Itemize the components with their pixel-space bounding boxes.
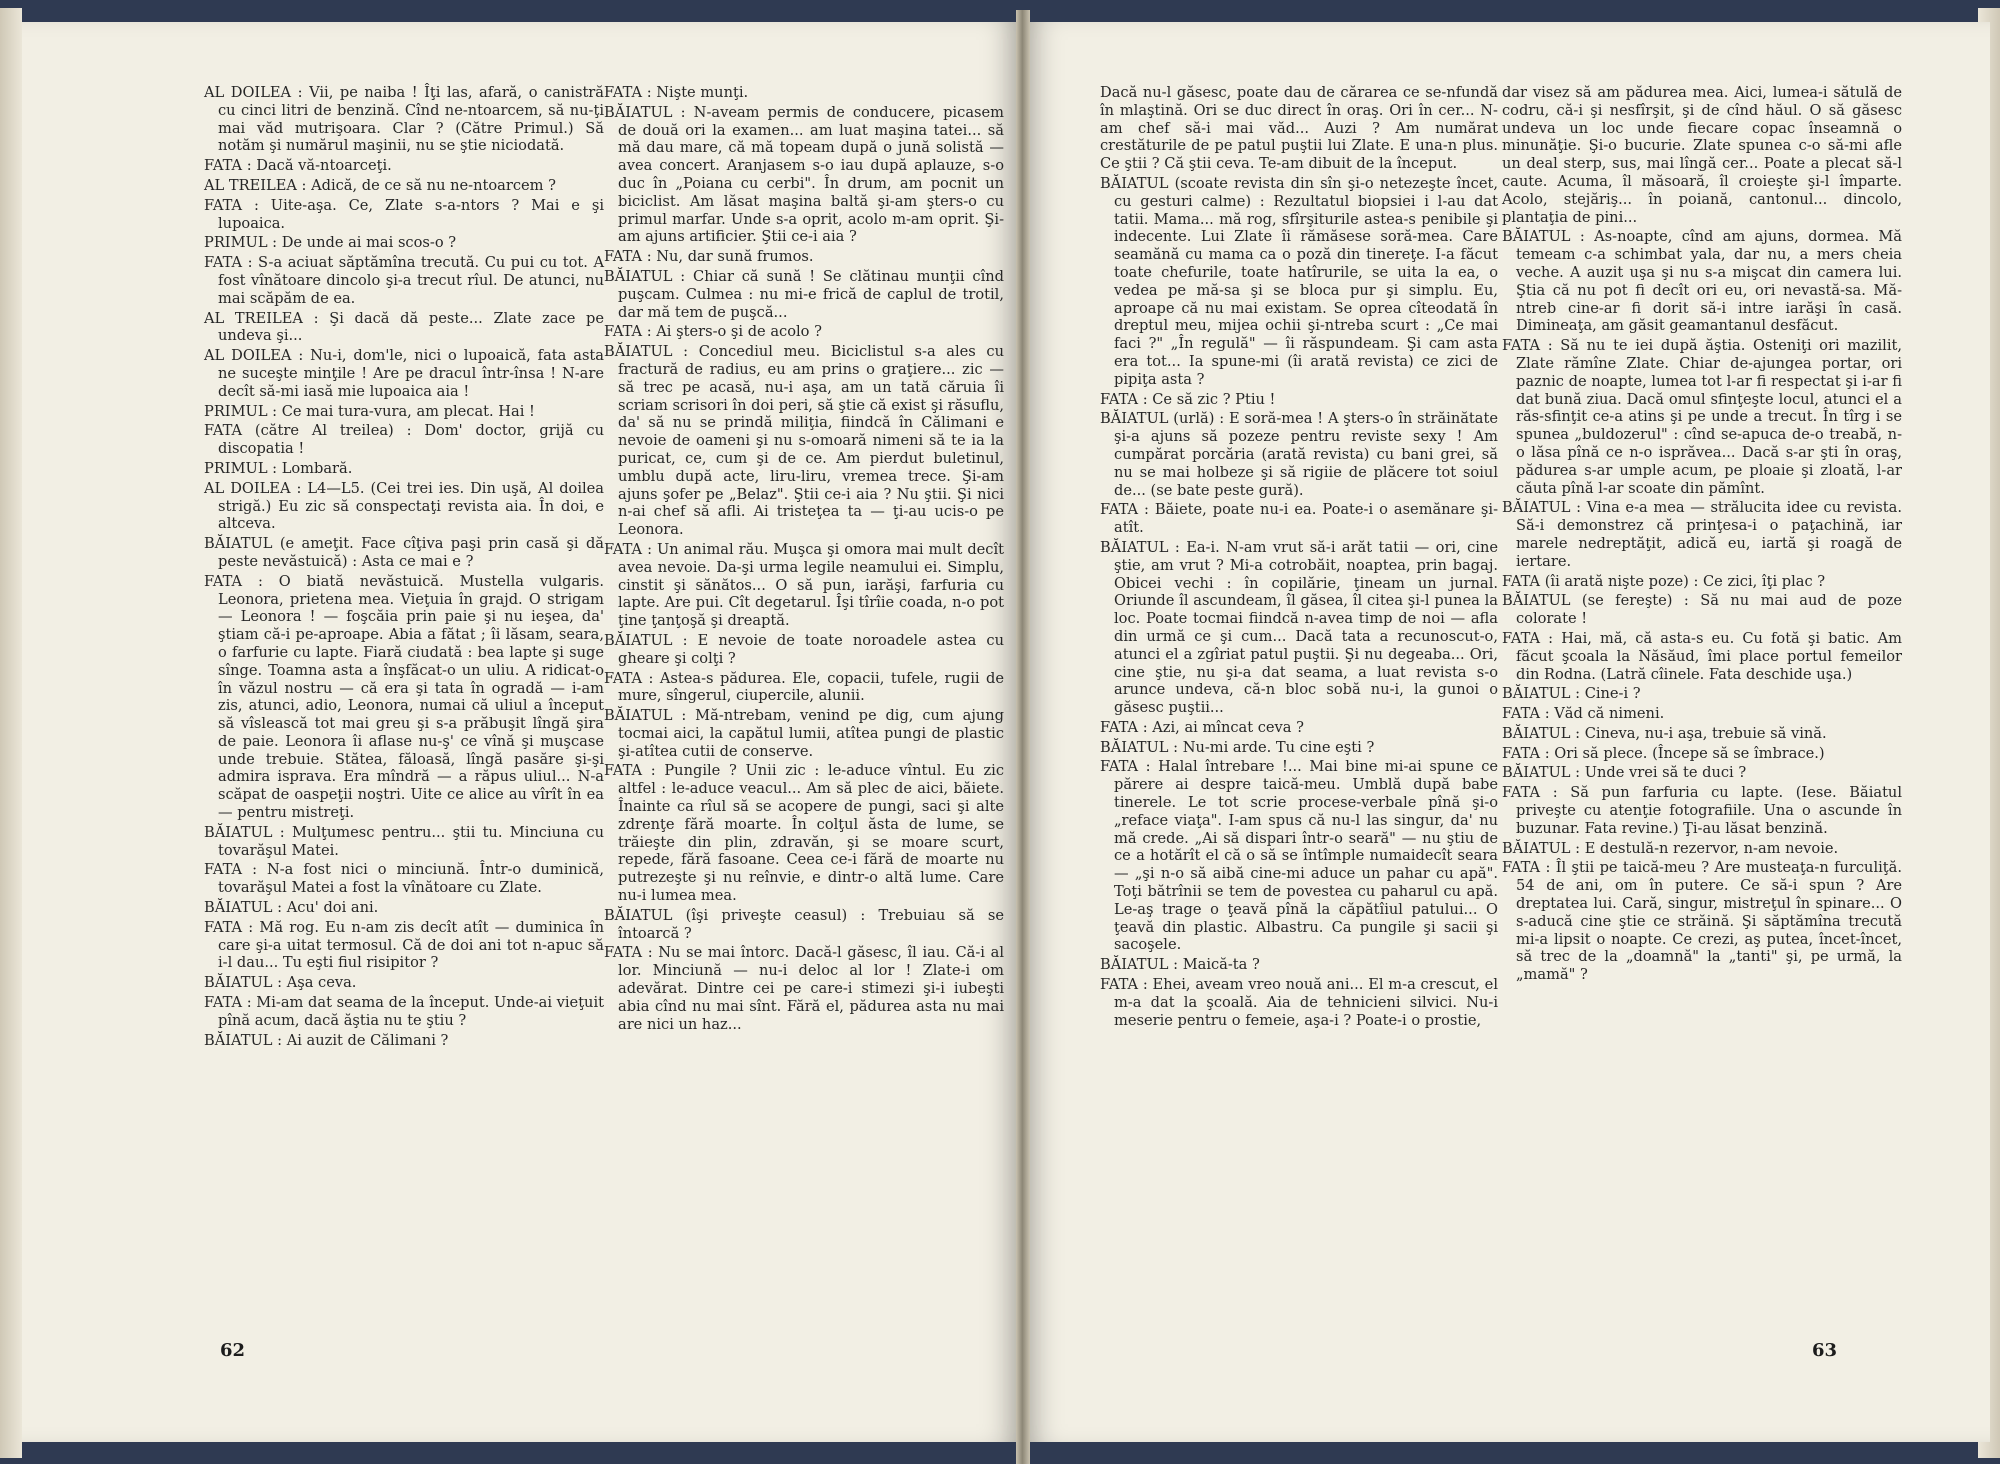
paragraph: BĂIATUL : Nu-mi arde. Tu cine eşti ?	[1100, 738, 1375, 756]
paragraph: FATA : Să pun farfuria cu lapte. (Iese. Băiatul priveşte cu atenţie fotografiile. Una o ascunde în buzunar. Fata revine.) Ţi-au lăsat benzină.	[1502, 784, 1902, 837]
paragraph: BĂIATUL : Aşa ceva.	[204, 974, 357, 992]
paragraph: AL DOILEA : Nu-i, dom'le, nici o lupoaică, fata asta ne suceşte minţile ! Are pe dracul într-însa ! N-are decît să-mi iasă mie lupoaica aia !	[204, 347, 604, 400]
paragraph: FATA : Îl ştii pe taică-meu ? Are musteaţa-n furculiţă. 54 de ani, om în putere. Ce să-i spun ? Are dreptatea lui. Cară, singur, mistreţul în spinare... O s-aducă cine ştie ce străină. Şi săptămîna trecută mi-a lipsit o noapte. Ce crezi, aş putea, încet-încet, să trec de la „doamnă" la „tanti" şi, pe urmă, la „mamă" ?	[1502, 859, 1902, 984]
paragraph: FATA : Dacă vă-ntoarceţi.	[204, 157, 392, 175]
paragraph: Dacă nu-l găsesc, poate dau de cărarea ce se-nfundă în mlaştină. Ori se duc direct în oraş. Ori în cer... N-am chef să-i mai văd... Auzi ? Am numărat crestăturile de pe patul puştii lui Zlate. E una-n plus. Ce ştii ? Că ştii ceva. Te-am dibuit de la început.	[1100, 84, 1498, 173]
paragraph: FATA : Băiete, poate nu-i ea. Poate-i o asemănare şi-atît.	[1100, 501, 1498, 537]
paragraph: FATA : O biată nevăstuică. Mustella vulgaris. Leonora, prietena mea. Vieţuia în grajd. O strigam — Leonora ! — foşcăia prin paie şi nu ieşea, da' ştiam că-i pe-aproape. Abia a fătat ; îi lăsam, seara, o farfurie cu lapte. Fiară ciudată : bea lapte şi suge sînge. Toamna asta a înşfăcat-o un uliu. A ridicat-o în văzul nostru — că era şi tata în ogradă — i-am zis, atunci, adio, Leonora, numai că uliul a început să vîslească tot mai greu şi s-a prăbuşit lîngă şira de paie. Leonora îi aflase nu-ş' ce vînă şi muşcase unde trebuie. Stătea, făloasă, lîngă pasăre şi-şi admira isprava. Era mîndră — a răpus uliul... N-a scăpat de oaspeţii noştri. Uite ce alice au vîrît în ea — pentru mistreţi.	[204, 572, 604, 822]
paragraph: BĂIATUL (urlă) : E soră-mea ! A şters-o în străinătate şi-a ajuns să pozeze pentru reviste sexy ! Am cumpărat porcăria (arată revista) cu bani grei, să nu se mai holbeze şi să rigiie de plăcere tot soiul de... (se bate peste gură).	[1100, 410, 1498, 499]
paragraph: BĂIATUL : Chiar că sună ! Se clătinau munţii cînd puşcam. Culmea : nu mi-e frică de caplul de trotil, dar mă tem de puşcă...	[604, 267, 1004, 321]
right-page-column-2	[1502, 84, 1902, 986]
paragraph: BĂIATUL : Unde vrei să te duci ?	[1502, 764, 1747, 782]
paragraph: FATA : S-a aciuat săptămîna trecută. Cu pui cu tot. A fost vînătoare dincolo şi-a trecut rîul. De atunci, nu mai scăpăm de ea.	[204, 254, 604, 307]
paragraph: AL DOILEA : Vii, pe naiba ! Îţi las, afară, o canistră cu cinci litri de benzină. Cînd ne-ntoarcem, să nu-ţi mai văd mutrişoara. Clar ? (Către Primul.) Să notăm şi numărul maşinii, nu se ştie niciodată.	[204, 84, 604, 155]
paragraph: FATA : Hai, mă, că asta-s eu. Cu fotă şi batic. Am făcut şcoala la Năsăud, îmi place portul femeilor din Rodna. (Latră cîinele. Fata deschide uşa.)	[1502, 629, 1902, 683]
paragraph: BĂIATUL : Mulţumesc pentru... ştii tu. Minciuna cu tovarăşul Matei.	[204, 823, 604, 859]
paragraph: PRIMUL : Ce mai tura-vura, am plecat. Hai !	[204, 402, 535, 420]
paragraph: BĂIATUL : E nevoie de toate noroadele astea cu gheare şi colţi ?	[604, 631, 1004, 667]
paragraph: BĂIATUL : Acu' doi ani.	[204, 899, 379, 917]
paragraph: BĂIATUL : Cine-i ?	[1502, 685, 1641, 703]
paragraph: BĂIATUL : Ai auzit de Călimani ?	[204, 1031, 449, 1049]
paragraph: AL TREILEA : Şi dacă dă peste... Zlate zace pe undeva şi...	[204, 309, 604, 345]
paragraph: BĂIATUL : As-noapte, cînd am ajuns, dormea. Mă temeam c-a schimbat yala, dar nu, a mers cheia veche. A auzit uşa şi nu s-a mişcat din camera lui. Ştia că nu pot fi decît ori eu, ori nevastă-sa. Mă-ntreb cine-ar fi dorit să-i intre iarăşi în casă. Dimineaţa, am găsit geamantanul desfăcut.	[1502, 228, 1902, 335]
paragraph: BĂIATUL (îşi priveşte ceasul) : Trebuiau să se întoarcă ?	[604, 906, 1004, 942]
paragraph: BĂIATUL (e ameţit. Face cîţiva paşi prin casă şi dă peste nevăstuică) : Asta ce mai e ?	[204, 535, 604, 570]
left-page	[22, 22, 1022, 1442]
paragraph: BĂIATUL (se fereşte) : Să nu mai aud de poze colorate !	[1502, 592, 1902, 628]
paragraph: FATA : Halal întrebare !... Mai bine mi-ai spune ce părere ai despre taică-meu. Umblă după babe tinerele. Le tot scrie procese-verbale pînă şi-o „reface viaţa". I-am spus că nu-l las singur, da' nu mă crede. „Ai să dispari într-o seară" — nu ştiu de ce a hotărît el că o să se întîmple numaidecît seara — „şi n-o să aibă cine-mi aduce un pahar cu apă". Toţi bătrînii se tem de povestea cu paharul cu apă. Le-aş trage o ţeavă pînă la căpătîiul patului... O ţeavă din plastic. Albastru. Ca pungile şi sacii şi sacoşele.	[1100, 758, 1498, 954]
paragraph: FATA : Pungile ? Unii zic : le-aduce vîntul. Eu zic altfel : le-aduce veacul... Am să plec de aici, băiete. Înainte ca rîul să se acopere de pungi, saci şi alte zdrenţe fără moarte. În colţul ăsta de lume, se trăieşte din plin, zdravăn, şi se moare scurt, repede, fără fasoane. Ceea ce-i fără de moarte nu putrezeşte şi nu reînvie, e dintr-o altă lume. Care nu-i lumea mea.	[604, 762, 1004, 905]
left-page-column-2	[604, 84, 1004, 1035]
paragraph: BĂIATUL : Cineva, nu-i aşa, trebuie să vină.	[1502, 724, 1827, 742]
paragraph: BĂIATUL : N-aveam permis de conducere, picasem de două ori la examen... am luat maşina tatei... să mă dau mare, că mă topeam după o jună solistă — avea concert. Aranjasem s-o iau după aplauze, s-o duc în „Poiana cu cerbi". În drum, am pocnit un biciclist. Am lăsat maşina baltă şi-am şters-o cu primul marfar. Unde s-a oprit, acolo m-am oprit. Şi-am ajuns artificier. Ştii ce-i aia ?	[604, 103, 1004, 246]
paragraph: FATA : Azi, ai mîncat ceva ?	[1100, 718, 1304, 736]
paragraph: dar visez să am pădurea mea. Aici, lumea-i sătulă de codru, că-i şi nesfîrşit, şi de cînd hăul. O să găsesc undeva un loc unde fiecare copac înseamnă o minunăţie. Şi-o bucurie. Zlate spunea c-o să-mi afle un deal sterp, sus, mai lîngă cer... Poate a plecat să-l caute. Acuma, îl măsoară, îl croieşte şi-l împarte. Acolo, stejăriş... în poiană, cantonul... dincolo, plantaţia de pini...	[1502, 84, 1902, 226]
paragraph: BĂIATUL : Ea-i. N-am vrut să-i arăt tatii — ori, cine ştie, am vrut ? Mi-a cotrobăit, noaptea, prin bagaj. Obicei vechi : în copilărie, ţineam un jurnal. Oriunde îl ascundeam, îl găsea, îl citea şi-l punea la loc. Poate tocmai fiindcă n-avea timp de noi — afla din urmă ce şi cum... Dacă tata a recunoscut-o, atunci el a zgîriat patul puştii. Şi nu degeaba... Ori, cine ştie, nu şi-a dat seama, a luat revista s-o arunce undeva, că-n bloc sobă nu-i, la gunoi o găsesc puştii...	[1100, 538, 1498, 717]
paragraph: FATA : Mă rog. Eu n-am zis decît atît — duminica în care şi-a uitat termosul. Că de doi ani tot n-apuc să i-l dau... Tu eşti fiul risipitor ?	[204, 918, 604, 972]
paragraph: FATA : Mi-am dat seama de la început. Unde-ai vieţuit pînă acum, dacă ăştia nu te ştiu ?	[204, 994, 604, 1029]
paragraph: FATA : Văd că nimeni.	[1502, 705, 1665, 723]
paragraph: BĂIATUL (scoate revista din sîn şi-o netezeşte încet, cu gesturi calme) : Rezultatul biopsiei i l-au dat tatii. Mama... mă rog, sfîrşiturile astea-s penibile şi indecente. Lui Zlate îi rămăsese soră-mea. Care seamănă cu mama ca o poză din tinereţe. I-a făcut toate chefurile, toate hatîrurile, se uita la ea, o vedea pe mă-sa şi se bloca pur şi simplu. Eu, aproape că nu mai existam. Se oprea cîteodată în dreptul meu, mijea ochii şi-ntreba scurt : „Ce mai faci ?" „În regulă" — îi răspundeam. Şi cam asta era tot... Ia spune-mi (îi arată revista) ce zici de pipiţa asta ?	[1100, 174, 1498, 388]
left-page-edges	[0, 8, 22, 1458]
paragraph: AL DOILEA : L4—L5. (Cei trei ies. Din uşă, Al doilea strigă.) Eu zic să conspectaţi revista aia. În doi, e altceva.	[204, 479, 604, 533]
paragraph: FATA : Uite-aşa. Ce, Zlate s-a-ntors ? Mai e şi lupoaica.	[204, 196, 604, 232]
paragraph: BĂIATUL : Concediul meu. Biciclistul s-a ales cu fractură de radius, eu am prins o graţiere... zic — să trec pe acasă, nu-i aşa, am un tată căruia îi scriam scrisori în doi peri, să ştie că exist şi răsuflu, da' să nu se prindă miliţia, fiindcă în Călimani e nevoie de oameni şi nu s-omoară nimeni să te ia la puricat, ce, cum şi de ce. Am pierdut buletinul, umblu după acte, liru-liru, vremea trece. Şi-am ajuns şofer pe „Belaz". Ştii ce-i aia ? Nu ştii. Şi nici n-ai chef să afli. Ai tristeţea ta — ţi-au ucis-o pe Leonora.	[604, 343, 1004, 539]
page-number: 62	[220, 1340, 246, 1361]
paragraph: BĂIATUL : Vina e-a mea — strălucita idee cu revista. Să-i demonstrez că prinţesa-i o paţachină, iar marele nedreptăţit, adică eu, iartă şi roagă de iertare.	[1502, 499, 1902, 570]
paragraph: FATA : Să nu te iei după ăştia. Osteniţi ori mazilit, Zlate rămîne Zlate. Chiar de-ajungea portar, ori paznic de noapte, lumea tot l-ar fi respectat şi i-ar fi dat bună ziua. Dacă omul sfinţeşte locul, atunci el a răs-sfinţit ce-a atins şi pe unde a trecut. În tîrg i se spunea „buldozerul" : cînd se-apuca de-o treabă, n-o lăsa pînă ce n-o isprăvea... Dacă s-ar şti în oraş, pădurea s-ar umple acum, pe ploaie şi zloată, l-ar căuta pînă l-ar scoate din pămînt.	[1502, 337, 1902, 497]
paragraph: FATA : Nişte munţi.	[604, 84, 749, 101]
paragraph: FATA : Un animal rău. Muşca şi omora mai mult decît avea nevoie. Da-şi urma legile neamului ei. Simplu, cinstit şi sănătos... O să pun, iarăşi, farfuria cu lapte. Are pui. Cît degetarul. Îşi tîrîie coada, n-o pot ţine ţanţoşă şi dreaptă.	[604, 540, 1004, 630]
paragraph: FATA : Ce să zic ? Ptiu !	[1100, 390, 1276, 408]
left-page-column-1	[204, 84, 604, 1051]
right-page	[1022, 22, 1990, 1442]
paragraph: FATA (îi arată nişte poze) : Ce zici, îţi plac ?	[1502, 572, 1826, 590]
paragraph: FATA (către Al treilea) : Dom' doctor, grijă cu discopatia !	[204, 422, 604, 458]
paragraph: FATA : Nu se mai întorc. Dacă-l găsesc, îl iau. Că-i al lor. Minciună — nu-i deloc al lor ! Zlate-i om adevărat. Dintre cei pe care-i stimezi şi-i iubeşti abia cînd nu mai sînt. Fără el, pădurea asta nu mai are nici un haz...	[604, 944, 1004, 1033]
right-page-column-1	[1100, 84, 1498, 1031]
paragraph: FATA : Ai şters-o şi de acolo ?	[604, 323, 822, 341]
paragraph: BĂIATUL : Mă-ntrebam, venind pe dig, cum ajung tocmai aici, la capătul lumii, atîtea pungi de plastic şi-atîtea cutii de conserve.	[604, 707, 1004, 760]
page-number: 63	[1812, 1340, 1838, 1361]
paragraph: PRIMUL : Lombară.	[204, 459, 353, 477]
paragraph: FATA : Astea-s pădurea. Ele, copacii, tufele, rugii de mure, sîngerul, ciupercile, alunii.	[604, 669, 1004, 705]
paragraph: BĂIATUL : E destulă-n rezervor, n-am nevoie.	[1502, 839, 1839, 857]
paragraph: FATA : Nu, dar sună frumos.	[604, 248, 814, 266]
paragraph: FATA : Ehei, aveam vreo nouă ani... El m-a crescut, el m-a dat la şcoală. Aia de tehnicieni silvici. Nu-i meserie pentru o femeie, aşa-i ? Poate-i o prostie,	[1100, 976, 1498, 1029]
paragraph: BĂIATUL : Maică-ta ?	[1100, 956, 1260, 974]
book-gutter	[1016, 10, 1030, 1464]
paragraph: AL TREILEA : Adică, de ce să nu ne-ntoarcem ?	[204, 176, 556, 194]
paragraph: FATA : N-a fost nici o minciună. Într-o duminică, tovarăşul Matei a fost la vînătoare cu Zlate.	[204, 861, 604, 897]
paragraph: FATA : Ori să plece. (Începe să se îmbrace.)	[1502, 744, 1825, 762]
paragraph: PRIMUL : De unde ai mai scos-o ?	[204, 234, 457, 252]
